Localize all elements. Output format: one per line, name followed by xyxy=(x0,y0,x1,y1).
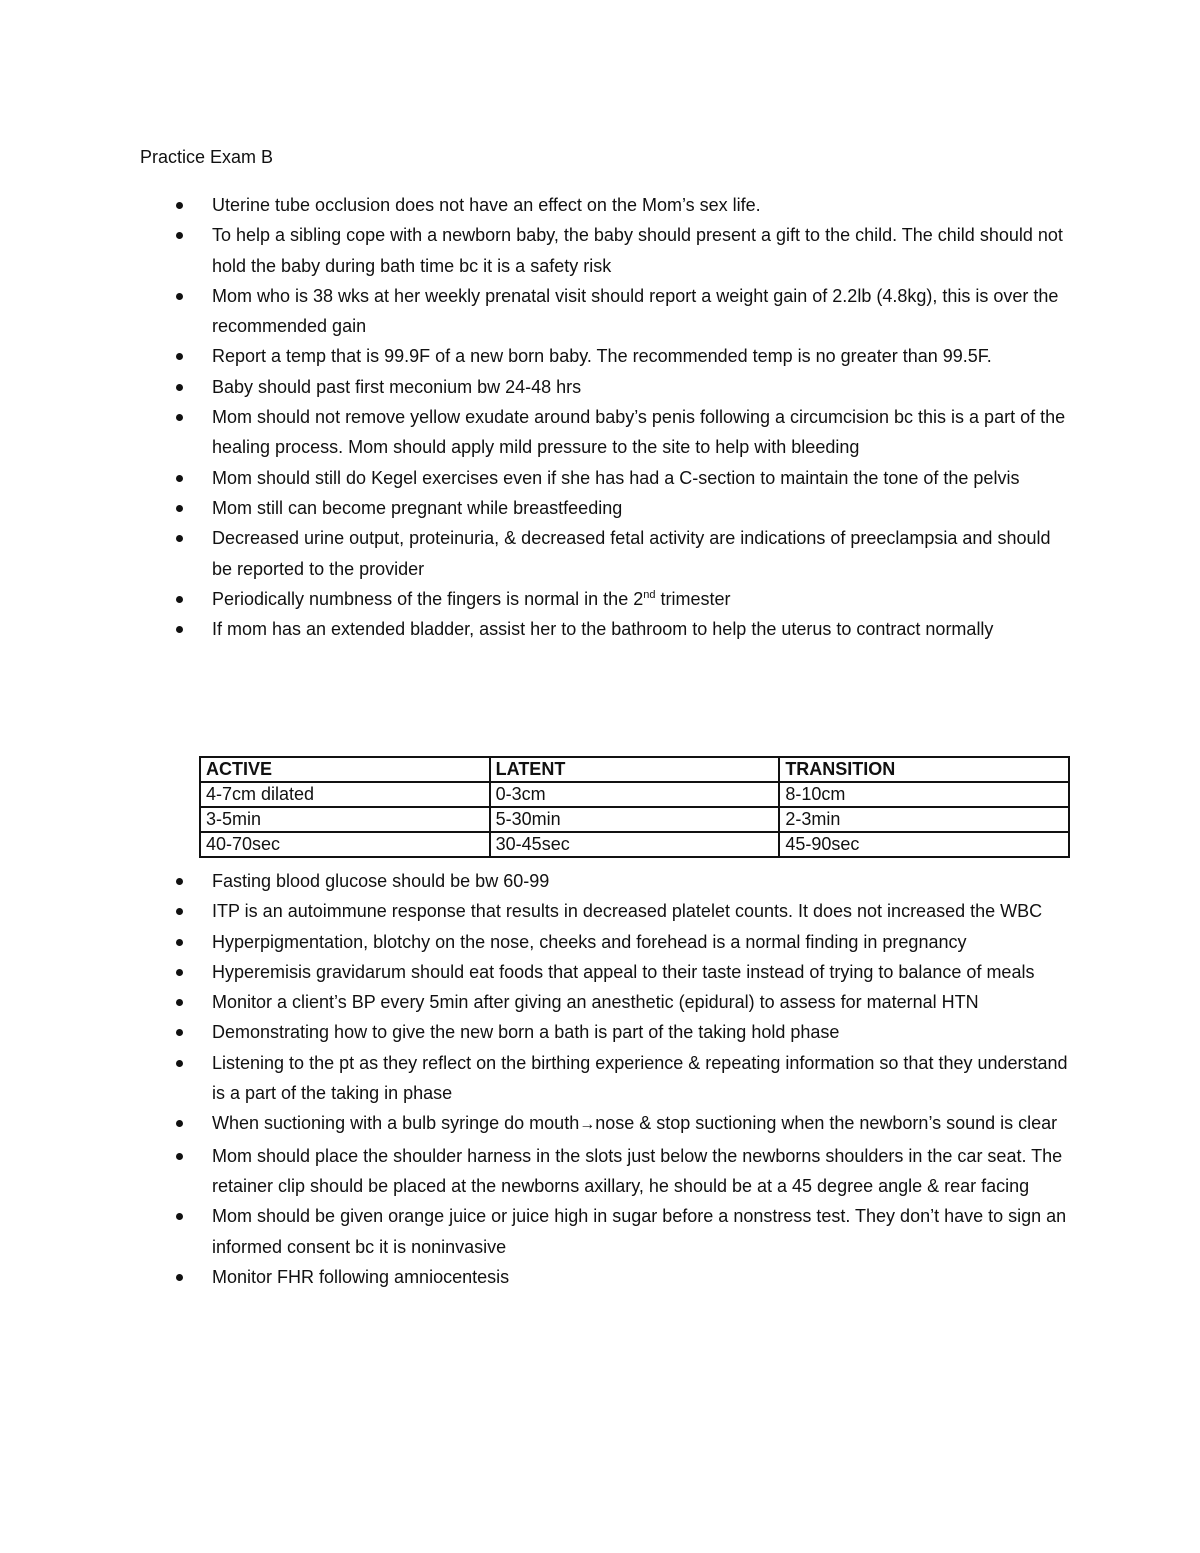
bullet-icon xyxy=(176,1274,183,1281)
bullet-icon xyxy=(176,908,183,915)
table-header-cell: TRANSITION xyxy=(779,757,1069,782)
bullet-icon xyxy=(176,626,183,633)
bullet-icon xyxy=(176,535,183,542)
list-item: ITP is an autoimmune response that results in decreased platelet counts. It does not increased the WBC xyxy=(0,896,1200,926)
bullet-icon xyxy=(176,232,183,239)
bullet-icon xyxy=(176,1060,183,1067)
list-item: When suctioning with a bulb syringe do mouth→nose & stop suctioning when the newborn’s sound is clear xyxy=(0,1108,1200,1140)
list-item: Fasting blood glucose should be bw 60-99 xyxy=(0,866,1200,896)
list-item: Demonstrating how to give the new born a bath is part of the taking hold phase xyxy=(0,1017,1200,1047)
bullet-icon xyxy=(176,1153,183,1160)
table-row xyxy=(200,832,1069,857)
table-cell: 30-45sec xyxy=(490,832,780,857)
table-header-cell: LATENT xyxy=(490,757,780,782)
list-item: Mom should still do Kegel exercises even if she has had a C-section to maintain the tone of the pelvis xyxy=(0,463,1200,493)
list-item: Report a temp that is 99.9F of a new born baby. The recommended temp is no greater than 99.5F. xyxy=(0,341,1200,371)
arrow-right-icon: → xyxy=(579,1116,596,1134)
bullet-icon xyxy=(176,475,183,482)
table-header-row xyxy=(200,757,1069,782)
table-cell: 40-70sec xyxy=(200,832,490,857)
bullet-icon xyxy=(176,384,183,391)
table-cell: 45-90sec xyxy=(779,832,1069,857)
list-item: To help a sibling cope with a newborn baby, the baby should present a gift to the child. The child should not hold the baby during bath time bc it is a safety risk xyxy=(0,220,1200,281)
bullet-icon xyxy=(176,505,183,512)
bullet-icon xyxy=(176,1029,183,1036)
table-cell: 8-10cm xyxy=(779,782,1069,807)
table-cell: 3-5min xyxy=(200,807,490,832)
bullet-icon xyxy=(176,596,183,603)
list-item: Mom should be given orange juice or juice high in sugar before a nonstress test. They don’t have to sign an informed consent bc it is noninvasive xyxy=(0,1201,1200,1262)
bullet-icon xyxy=(176,353,183,360)
bullet-icon xyxy=(176,878,183,885)
bullet-list-bottom xyxy=(0,866,1200,1292)
page-title: Practice Exam B xyxy=(140,147,274,167)
list-item: Baby should past first meconium bw 24-48 hrs xyxy=(0,372,1200,402)
table-cell: 4-7cm dilated xyxy=(200,782,490,807)
bullet-icon xyxy=(176,939,183,946)
bullet-icon xyxy=(176,999,183,1006)
list-item: Decreased urine output, proteinuria, & decreased fetal activity are indications of preeclampsia and should be reported to the provider xyxy=(0,523,1200,584)
bullet-icon xyxy=(176,969,183,976)
table-row xyxy=(200,807,1069,832)
bullet-icon xyxy=(176,1120,183,1127)
table-cell: 5-30min xyxy=(490,807,780,832)
list-item: Mom should not remove yellow exudate around baby’s penis following a circumcision bc this is a part of the healing process. Mom should apply mild pressure to the site to help with bleeding xyxy=(0,402,1200,463)
table-cell: 2-3min xyxy=(779,807,1069,832)
list-item: Monitor FHR following amniocentesis xyxy=(0,1262,1200,1292)
table-cell: 0-3cm xyxy=(490,782,780,807)
table-header-cell: ACTIVE xyxy=(200,757,490,782)
bullet-list-top xyxy=(0,190,1200,644)
list-item: Hyperpigmentation, blotchy on the nose, cheeks and forehead is a normal finding in pregnancy xyxy=(0,927,1200,957)
table-row xyxy=(200,782,1069,807)
bullet-icon xyxy=(176,414,183,421)
list-item: Mom still can become pregnant while breastfeeding xyxy=(0,493,1200,523)
list-item: Uterine tube occlusion does not have an effect on the Mom’s sex life. xyxy=(0,190,1200,220)
labor-stages-table xyxy=(199,756,1070,858)
list-item: If mom has an extended bladder, assist her to the bathroom to help the uterus to contract normally xyxy=(0,614,1200,644)
list-item: Hyperemisis gravidarum should eat foods that appeal to their taste instead of trying to balance of meals xyxy=(0,957,1200,987)
bullet-icon xyxy=(176,1213,183,1220)
list-item: Mom should place the shoulder harness in the slots just below the newborns shoulders in the car seat. The retainer clip should be placed at the newborns axillary, he should be at a 45 degree angle & rear facing xyxy=(0,1141,1200,1202)
list-item: Listening to the pt as they reflect on the birthing experience & repeating information so that they understand is a part of the taking in phase xyxy=(0,1048,1200,1109)
bullet-icon xyxy=(176,202,183,209)
list-item: Periodically numbness of the fingers is normal in the 2nd trimester xyxy=(0,584,1200,614)
list-item: Monitor a client’s BP every 5min after giving an anesthetic (epidural) to assess for maternal HTN xyxy=(0,987,1200,1017)
bullet-icon xyxy=(176,293,183,300)
list-item: Mom who is 38 wks at her weekly prenatal visit should report a weight gain of 2.2lb (4.8kg), this is over the recommended gain xyxy=(0,281,1200,342)
